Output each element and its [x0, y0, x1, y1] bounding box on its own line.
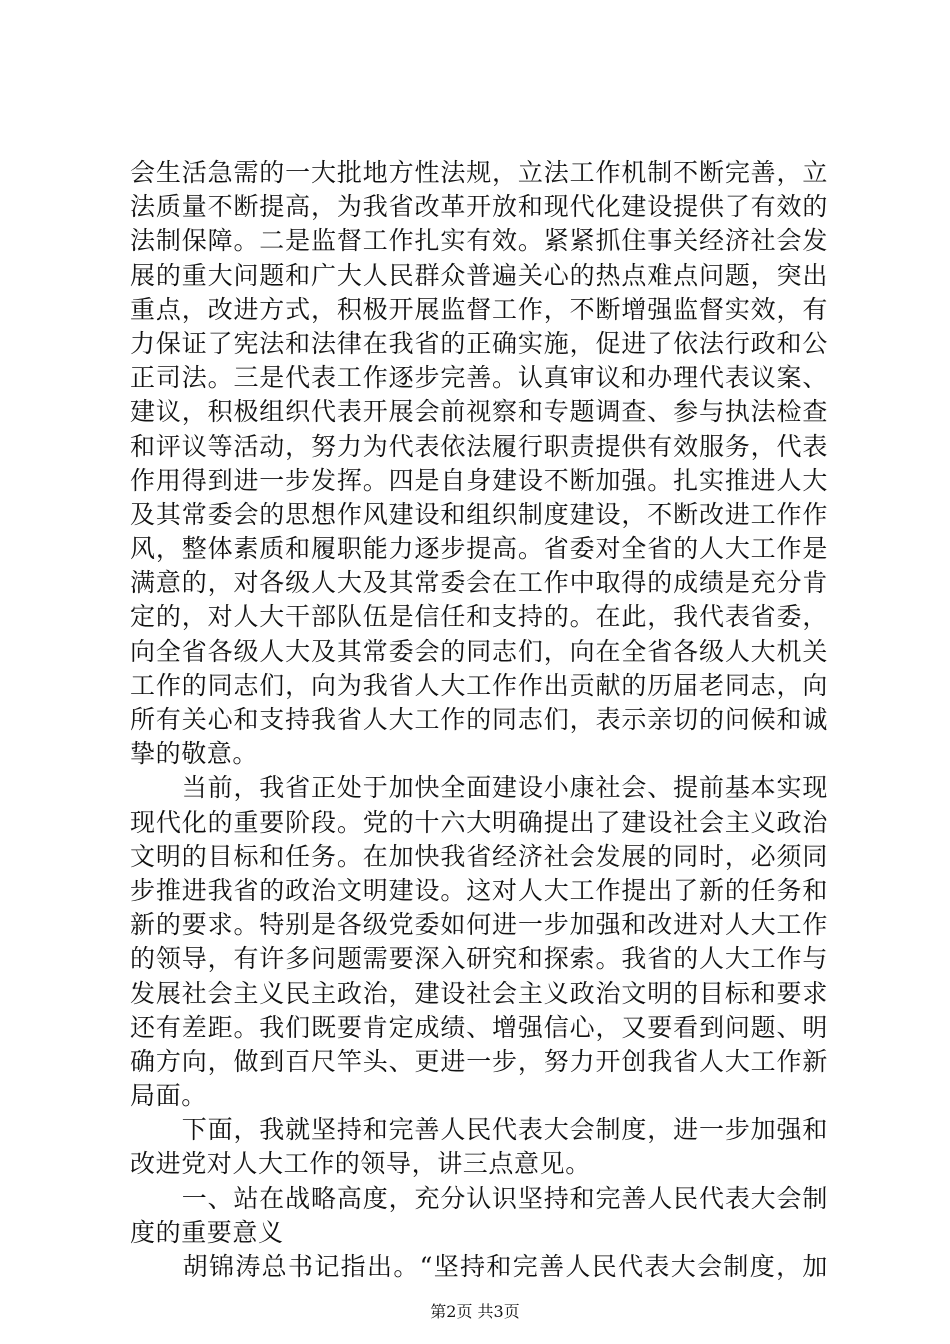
paragraph — [130, 156, 828, 771]
text-line: 风，整体素质和履职能力逐步提高。省委对全省的人大工作是 — [130, 534, 828, 564]
text-line: 满意的，对各级人大及其常委会在工作中取得的成绩是充分肯 — [130, 568, 828, 598]
body-text — [130, 156, 828, 1284]
text-line: 局面。 — [130, 1081, 207, 1111]
text-line: 度的重要意义 — [130, 1217, 284, 1247]
text-line: 步推进我省的政治文明建设。这对人大工作提出了新的任务和 — [130, 875, 828, 905]
paragraph — [130, 1113, 828, 1181]
text-line: 力保证了宪法和法律在我省的正确实施，促进了依法行政和公 — [130, 328, 828, 358]
text-line: 和评议等活动，努力为代表依法履行职责提供有效服务，代表 — [130, 431, 828, 461]
text-line: 工作的同志们，向为我省人大工作作出贡献的历届老同志，向 — [130, 670, 828, 700]
text-line: 一、站在战略高度，充分认识坚持和完善人民代表大会制 — [130, 1183, 828, 1213]
text-line: 的领导，有许多问题需要深入研究和探索。我省的人大工作与 — [130, 944, 828, 974]
text-line: 确方向，做到百尺竿头、更进一步，努力开创我省人大工作新 — [130, 1046, 828, 1076]
paragraph — [130, 1250, 828, 1284]
text-line: 建议，积极组织代表开展会前视察和专题调查、参与执法检查 — [130, 397, 828, 427]
text-line: 向全省各级人大及其常委会的同志们，向在全省各级人大机关 — [130, 636, 828, 666]
text-line: 改进党对人大工作的领导，讲三点意见。 — [130, 1149, 591, 1179]
text-line: 所有关心和支持我省人大工作的同志们，表示亲切的问候和诚 — [130, 705, 828, 734]
text-line: 新的要求。特别是各级党委如何进一步加强和改进对人大工作 — [130, 910, 828, 940]
text-line: 当前，我省正处于加快全面建设小康社会、提前基本实现 — [130, 773, 828, 803]
text-line: 正司法。三是代表工作逐步完善。认真审议和办理代表议案、 — [130, 363, 828, 393]
text-line: 发展社会主义民主政治，建设社会主义政治文明的目标和要求 — [130, 978, 828, 1008]
page-footer: 第2页 共3页 — [430, 1302, 520, 1321]
text-line: 定的，对人大干部队伍是信任和支持的。在此，我代表省委， — [130, 602, 828, 632]
text-line: 挚的敬意。 — [130, 739, 259, 769]
text-line: 会生活急需的一大批地方性法规，立法工作机制不断完善，立 — [130, 158, 828, 187]
text-line: 下面，我就坚持和完善人民代表大会制度，进一步加强和 — [130, 1115, 828, 1145]
text-line: 还有差距。我们既要肯定成绩、增强信心，又要看到问题、明 — [130, 1012, 828, 1042]
text-line: 展的重大问题和广大人民群众普遍关心的热点难点问题，突出 — [130, 260, 828, 290]
text-line: 作用得到进一步发挥。四是自身建设不断加强。扎实推进人大 — [130, 465, 828, 495]
text-line: 重点，改进方式，积极开展监督工作，不断增强监督实效，有 — [130, 294, 828, 324]
text-line: 胡锦涛总书记指出。“坚持和完善人民代表大会制度，加 — [130, 1252, 828, 1281]
paragraph — [130, 1182, 828, 1250]
text-line: 及其常委会的思想作风建设和组织制度建设，不断改进工作作 — [130, 499, 828, 529]
paragraph — [130, 771, 828, 1113]
text-line: 文明的目标和任务。在加快我省经济社会发展的同时，必须同 — [130, 841, 828, 871]
text-line: 法质量不断提高，为我省改革开放和现代化建设提供了有效的 — [130, 192, 828, 222]
text-line: 法制保障。二是监督工作扎实有效。紧紧抓住事关经济社会发 — [130, 226, 828, 256]
text-line: 现代化的重要阶段。党的十六大明确提出了建设社会主义政治 — [130, 807, 828, 837]
